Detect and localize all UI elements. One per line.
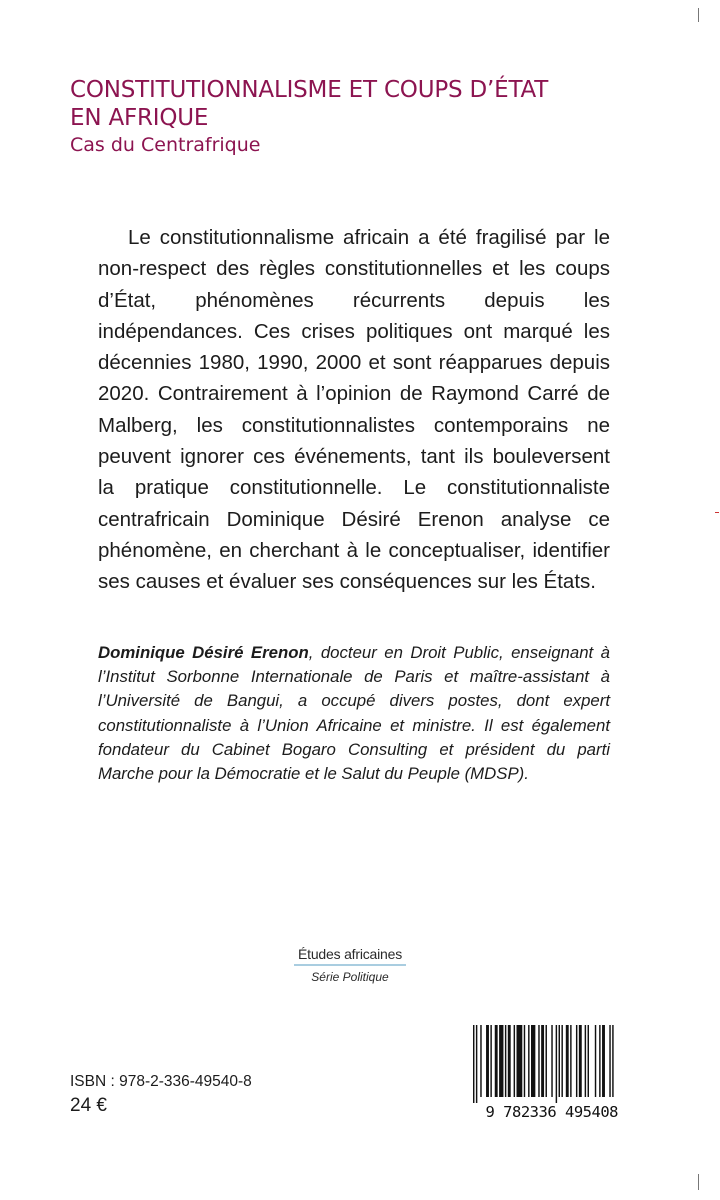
barcode-bar [476,1025,477,1103]
barcode-bar [579,1025,582,1097]
price: 24 € [70,1095,107,1116]
isbn: ISBN : 978-2-336-49540-8 [70,1073,252,1090]
crop-mark-right [715,512,719,513]
barcode-bar [505,1025,506,1097]
book-title-line-2: EN AFRIQUE [70,105,209,131]
author-bio [98,641,610,786]
crop-mark-bottom [698,1174,699,1190]
book-summary: Le constitutionnalisme africain a été fragilisé par le non-respect des règles constitutionnelles et les coups d’État, phénomènes récurrents depuis les indépendances. Ces crises politiques ont marqué les décennies 1980, 1990, 2000 et sont réapparues depuis 2020. Contrairement à l’opinion de Raymond Carré de Malberg, les constitutionnalistes contemporains ne peuvent ignorer ces événements, tant ils bouleversent la pratique constitutionnelle. Le constitutionnaliste centrafricain Dominique Désiré Erenon analyse ce phénomène, en cherchant à le conceptualiser, identifier ses causes et évaluer ses conséquences sur les États. [98,226,610,594]
barcode-bar [599,1025,600,1097]
barcode-bar [517,1025,523,1097]
barcode-bars [461,1025,618,1103]
barcode-bar [551,1025,552,1097]
barcode-bar [486,1025,489,1097]
barcode-bar [480,1025,481,1097]
barcode-bar [588,1025,589,1097]
crop-mark-top [698,8,699,22]
author-name: Dominique Désiré Erenon [98,643,309,662]
book-title-line-1: CONSTITUTIONNALISME ET COUPS D’ÉTAT [70,77,549,103]
barcode-bar [541,1025,544,1097]
barcode-bar [531,1025,535,1097]
barcode-bar [473,1025,474,1103]
book-subtitle: Cas du Centrafrique [70,134,261,156]
collection-name: Études africaines [294,946,406,966]
barcode-bar [528,1025,529,1097]
barcode-bar [538,1025,539,1097]
barcode-bar [546,1025,547,1097]
barcode-bar [499,1025,503,1097]
barcode-bar [609,1025,610,1097]
barcode-bar [612,1025,613,1097]
barcode-bar [576,1025,577,1097]
barcode-bar [524,1025,525,1097]
collection-logo [240,946,460,984]
barcode-bar [566,1025,569,1097]
barcode-bar [556,1025,557,1103]
barcode-bar [514,1025,515,1097]
barcode-bar [602,1025,605,1097]
barcode-bar [561,1025,562,1097]
book-title [70,76,670,132]
collection-serie: Série Politique [311,970,389,984]
barcode-bar [508,1025,511,1097]
barcode-bar [495,1025,498,1097]
barcode-bar [585,1025,586,1097]
barcode-bar [559,1025,560,1097]
barcode-bar [570,1025,571,1097]
barcode-bar [595,1025,596,1097]
barcode-digits: 9 782336 495408 [485,1103,618,1121]
barcode-bar [490,1025,491,1097]
author-bio-text: , docteur en Droit Public, enseignant à l’Institut Sorbonne Internationale de Paris et maître-assistant à l’Université de Bangui, a occupé divers postes, dont expert constitutionnaliste à l’Union Africaine et ministre. Il est également fondateur du Cabinet Bogaro Consulting et président du parti Marche pour la Démocratie et le Salut du Peuple (MDSP). [98,643,610,784]
